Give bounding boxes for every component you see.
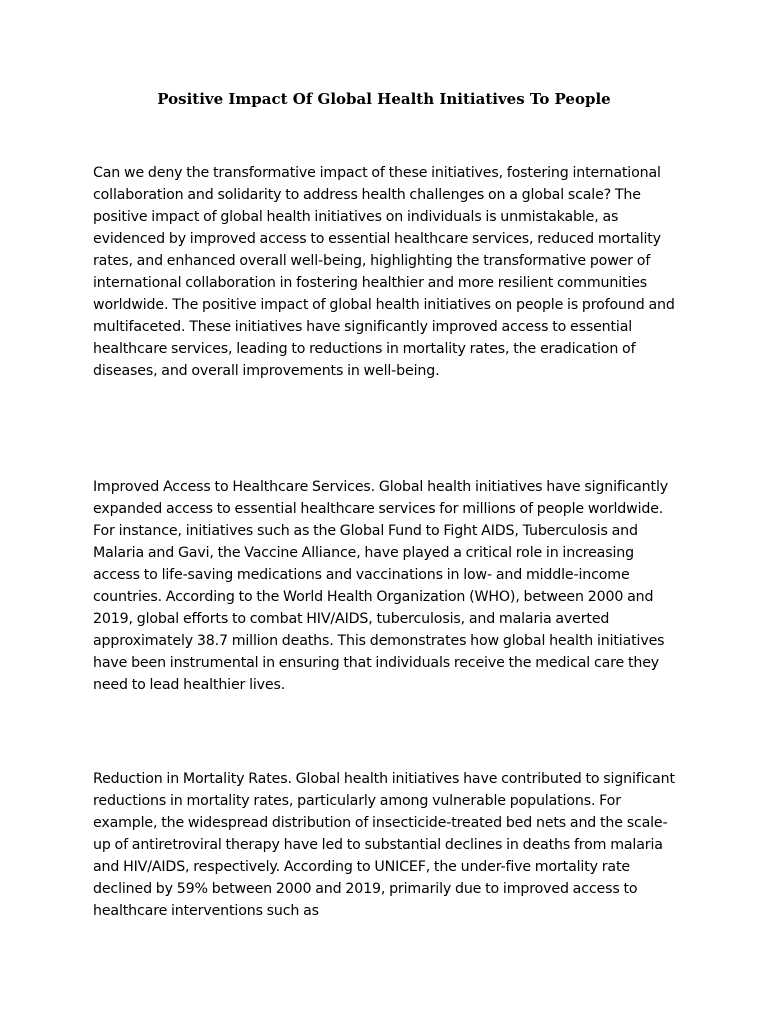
intro-paragraph: Can we deny the transformative impact of these initiatives, fostering international collaboration and solidarity to address health challenges on a global scale? The positive impact of global health initiatives on individuals is unmistakable, as evidenced by improved access to essential healthcare services, reduced mortality rates, and enhanced overall well-being, highlighting the transformative power of international collaboration in fostering healthier and more resilient communities worldwide. The positive impact of global health initiatives on people is profound and multifaceted. These initiatives have significantly improved access to essential healthcare services, leading to reductions in mortality rates, the eradication of diseases, and overall improvements in well-being. [93,165,675,379]
document-title: Positive Impact Of Global Health Initiatives To People [157,90,611,108]
mortality-reduction-paragraph: Reduction in Mortality Rates. Global health initiatives have contributed to significant reductions in mortality rates, particularly among vulnerable populations. For example, the widespread distribution of insecticide-treated bed nets and the scale-up of antiretroviral therapy have led to substantial declines in deaths from malaria and HIV/AIDS, respectively. According to UNICEF, the under-five mortality rate declined by 59% between 2000 and 2019, primarily due to improved access to healthcare interventions such as [93,771,675,919]
healthcare-access-paragraph: Improved Access to Healthcare Services. Global health initiatives have significantly expanded access to essential healthcare services for millions of people worldwide. For instance, initiatives such as the Global Fund to Fight AIDS, Tuberculosis and Malaria and Gavi, the Vaccine Alliance, have played a critical role in increasing access to life-saving medications and vaccinations in low- and middle-income countries. According to the World Health Organization (WHO), between 2000 and 2019, global efforts to combat HIV/AIDS, tuberculosis, and malaria averted approximately 38.7 million deaths. This demonstrates how global health initiatives have been instrumental in ensuring that individuals receive the medical care they need to lead healthier lives. [93,479,668,693]
